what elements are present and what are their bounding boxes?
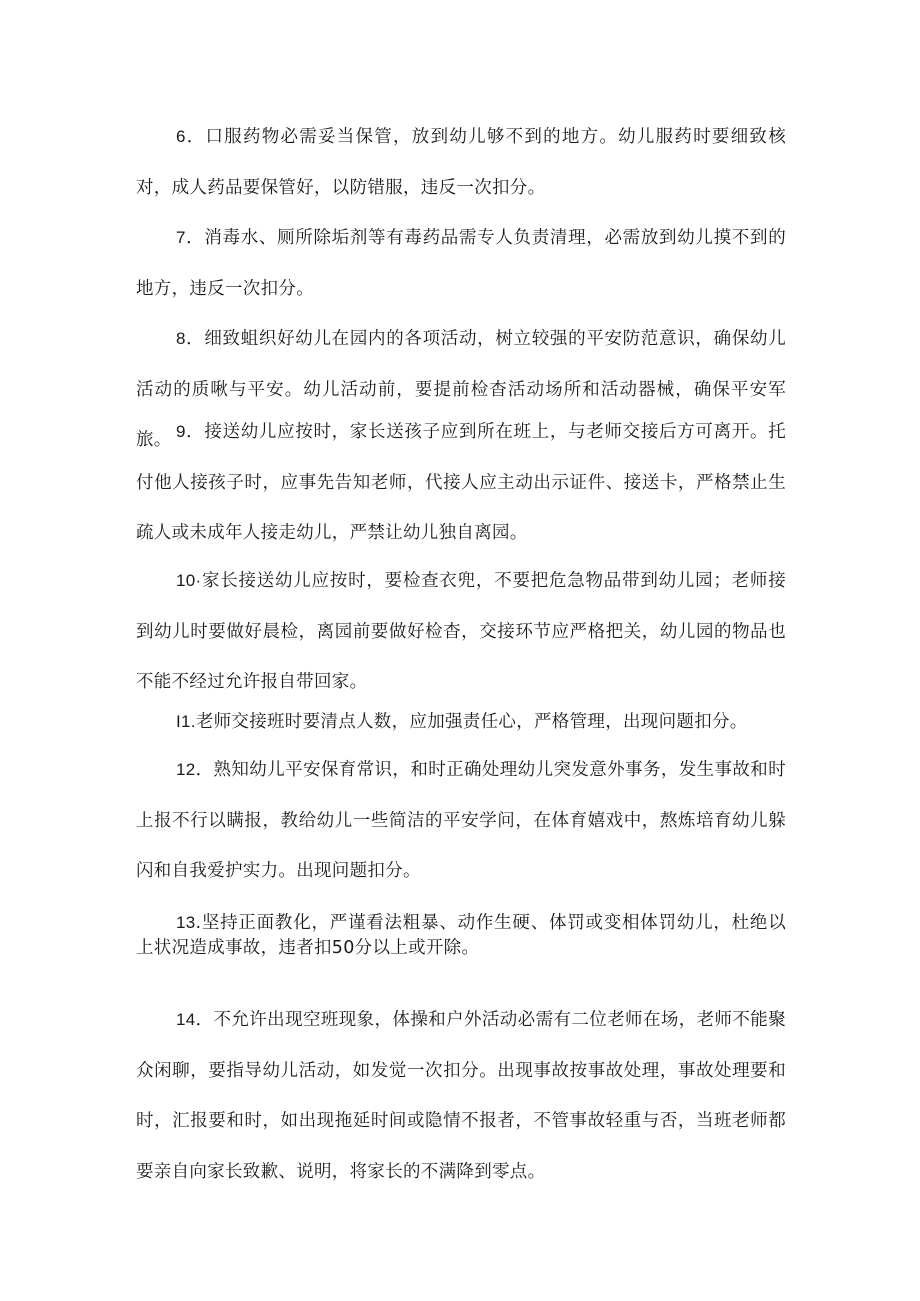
rule-text: 老师交接班时要清点人数，应加强责任心，严格管理，出现问题扣分。 xyxy=(195,712,748,732)
rule-item-11 xyxy=(136,697,786,748)
rule-text: .坚持正面教化，严谨看法粗暴、动作生硬、体罚或变相体罚幼儿，杜绝以上状况造成事故，违者扣50分以上或开除。 xyxy=(136,913,786,958)
rule-text: 家长接送幼儿应按时，要检查衣兜，不要把危急物品带到幼儿园；老师接到幼儿时要做好晨检，离园前要做好检杳，交接环节应严格把关，幼儿园的物品也不能不经过允许报自带回家。 xyxy=(136,571,786,692)
rule-number: 13 xyxy=(176,913,196,932)
rule-number: I1. xyxy=(176,712,196,731)
rule-text: ．熟知幼儿平安保育常识，和时正确处理幼儿突发意外事务，发生事故和时上报不行以瞒报，教给幼儿一些简洁的平安学问，在体育嬉戏中，熬炼培育幼儿躲闪和自我爱护实力。出现问题扣分。 xyxy=(136,760,786,881)
rule-item-14 xyxy=(136,995,786,1197)
rule-item-9 xyxy=(136,407,786,559)
rule-item-12 xyxy=(136,745,786,897)
rule-text: ．细致蛆织好幼儿在园内的各项活动，树立较强的平安防范意识，确保幼儿活动的质啾与平安。幼儿活动前，要提前检杳活动场所和活动器械，确保平安军旅。 xyxy=(136,329,786,450)
rule-number: 9 xyxy=(176,422,186,441)
rule-number: 14 xyxy=(176,1010,196,1029)
rule-number: 6 xyxy=(176,127,186,146)
rule-item-6 xyxy=(136,112,786,213)
rule-number: 8 xyxy=(176,329,186,348)
rule-item-7 xyxy=(136,213,786,314)
rule-number: 12 xyxy=(176,760,196,779)
rule-text: ．接送幼儿应按时，家长送孩子应到所在班上，与老师交接后方可离开。托付他人接孩子时，应事先告知老师，代接人应主动出示证件、接送卡，严格禁止生疏人或未成年人接走幼儿，严禁让幼儿独自离园。 xyxy=(136,422,786,543)
rule-item-10 xyxy=(136,556,786,708)
rule-number: 10· xyxy=(176,571,202,590)
rule-item-13 xyxy=(136,910,786,961)
rule-text: ．口服药物必需妥当保管，放到幼儿够不到的地方。幼儿服药时要细致核对，成人药品要保管好，以防错服，违反一次扣分。 xyxy=(136,127,786,198)
rule-number: 7 xyxy=(176,228,186,247)
rule-text: ．消毒水、厕所除垢剂等有毒药品需专人负责清理，必需放到幼儿摸不到的地方，违反一次扣分。 xyxy=(136,228,786,299)
rule-text: ．不允许出现空班现象，体操和户外活动必需有二位老师在场，老师不能聚众闲聊，要指导幼儿活动，如发觉一次扣分。出现事故按事故处理，事故处理要和时，汇报要和时，如出现拖延时间或隐情不报者，不管事故轻重与否，当班老师都要亲自向家长致歉、说明，将家长的不满降到零点。 xyxy=(136,1010,786,1182)
